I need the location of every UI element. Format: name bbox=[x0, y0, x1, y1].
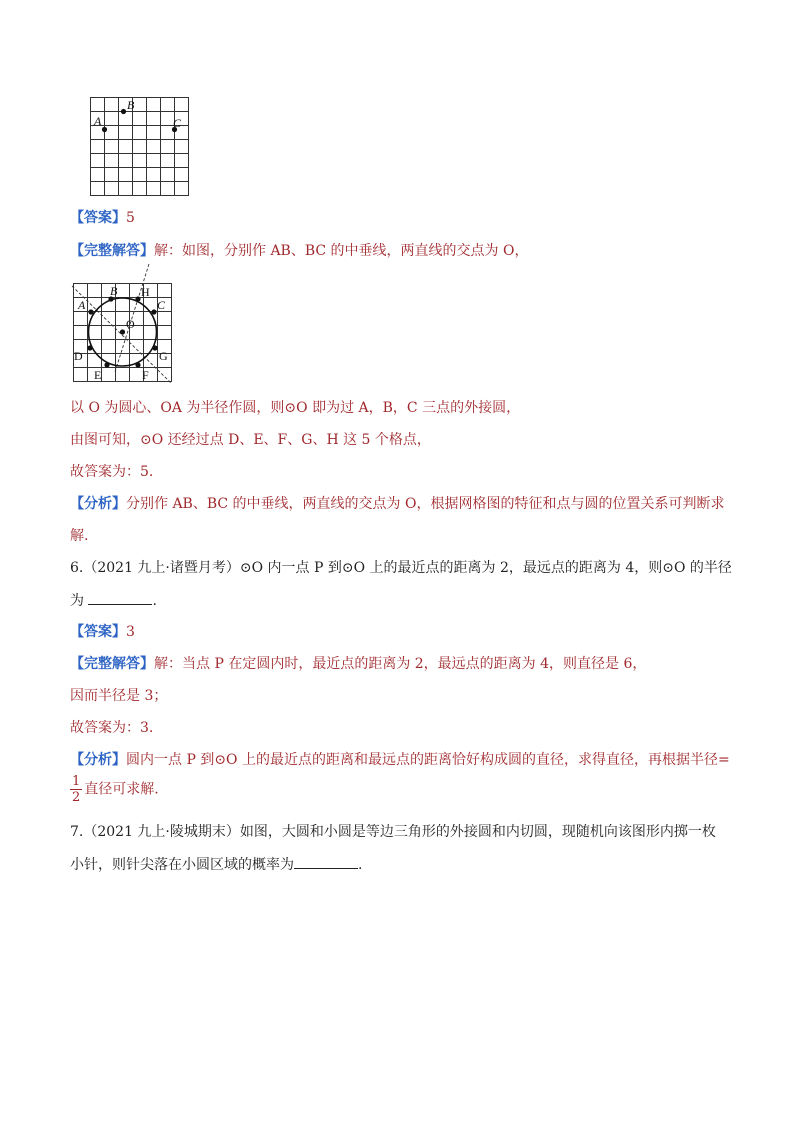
point-a bbox=[102, 127, 107, 132]
point-e bbox=[104, 362, 109, 367]
point-o bbox=[120, 329, 125, 334]
point-b bbox=[121, 109, 126, 114]
q5-analysis-line1: 【分析】分别作 AB、BC 的中垂线，两直线的交点为 O，根据网格图的特征和点与圆的位置关系可判断求 bbox=[70, 496, 725, 512]
q6-answer: 【答案】3 bbox=[70, 624, 135, 640]
point-g bbox=[152, 345, 157, 350]
q5-solution-line3: 由图可知，⊙O 还经过点 D、E、F、G、H 这 5 个格点， bbox=[70, 432, 431, 448]
grid-figure-abc bbox=[88, 95, 192, 199]
q6-solution-line3: 故答案为：3. bbox=[70, 720, 154, 736]
q6-question-line1: 6.（2021 九上·诸暨月考）⊙O 内一点 P 到⊙O 上的最近点的距离为 2，最远点的距离为 4，则⊙O 的半径 bbox=[70, 560, 732, 576]
q6-solution-line2: 因而半径是 3； bbox=[70, 688, 168, 704]
q6-solution-line1: 【完整解答】解：当点 P 在定圆内时，最近点的距离为 2，最远点的距离为 4，则直径是 6， bbox=[70, 656, 647, 672]
q7-question-line2: 小针，则针尖落在小圆区域的概率为 . bbox=[70, 854, 362, 875]
q7-question-line1: 7.（2021 九上·陵城期末）如图，大圆和小圆是等边三角形的外接圆和内切圆，现随机向该图形内掷一枚 bbox=[70, 824, 716, 840]
label-c: C bbox=[173, 116, 182, 130]
label-d: D bbox=[74, 349, 83, 363]
grid-figure-circle bbox=[70, 262, 180, 384]
point-f bbox=[135, 362, 140, 367]
q5-solution-line1: 【完整解答】解：如图，分别作 AB、BC 的中垂线，两直线的交点为 O， bbox=[70, 243, 529, 259]
q7-answer-blank bbox=[294, 854, 358, 869]
q6-analysis-line2: $\frac{1}{2}$ 直径可求解. bbox=[72, 774, 159, 805]
point-a bbox=[88, 309, 93, 314]
q5-solution-line2: 以 O 为圆心、OA 为半径作圆，则⊙O 即为过 A，B，C 三点的外接圆， bbox=[70, 400, 521, 416]
point-d bbox=[87, 345, 92, 350]
label-b: B bbox=[127, 98, 135, 112]
label-f: F bbox=[142, 368, 149, 382]
q5-analysis-line2: 解. bbox=[70, 528, 89, 544]
label-o: O bbox=[126, 317, 135, 331]
q5-answer: 【答案】5 bbox=[70, 210, 135, 226]
q5-solution-line4: 故答案为：5. bbox=[70, 464, 154, 480]
point-c bbox=[151, 309, 156, 314]
q6-analysis-line1: 【分析】圆内一点 P 到⊙O 上的最近点的距离和最远点的距离恰好构成圆的直径，求得直径，再根据半径= bbox=[70, 752, 730, 768]
fraction-one-half: $\frac{1}{2}$ bbox=[72, 774, 81, 805]
label-a: A bbox=[94, 114, 102, 128]
point-h bbox=[135, 296, 140, 301]
label-b: B bbox=[110, 284, 118, 298]
q6-answer-blank bbox=[88, 590, 152, 605]
label-h: H bbox=[141, 285, 150, 299]
label-e: E bbox=[94, 368, 102, 382]
label-g: G bbox=[159, 349, 168, 363]
label-c: C bbox=[157, 298, 166, 312]
q6-question-line2: 为 . bbox=[70, 590, 157, 611]
label-a: A bbox=[78, 298, 86, 312]
